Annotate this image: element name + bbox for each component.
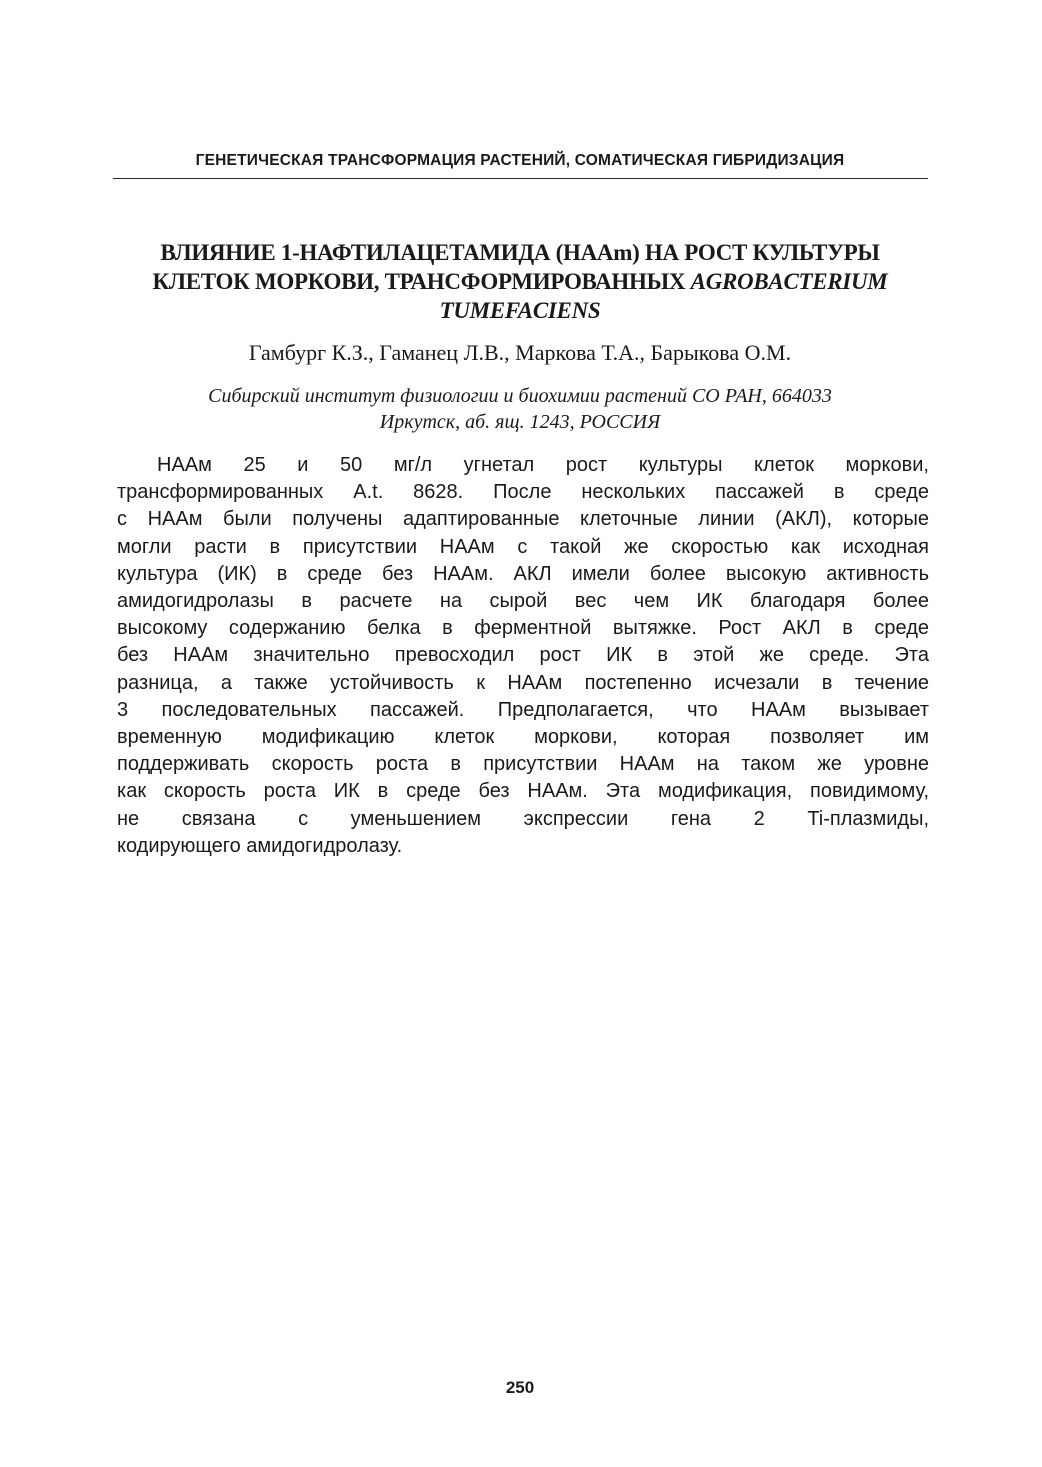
abstract-line: НААм 25 и 50 мг/л угнетал рост культуры клеток моркови,	[157, 454, 929, 476]
abstract-line: временную модификацию клеток моркови, которая позволяет им	[117, 726, 929, 749]
title-line-3	[110, 296, 930, 325]
header-rule	[113, 178, 928, 179]
affiliation-line-2: Иркутск, аб. ящ. 1243, РОССИЯ	[379, 411, 661, 433]
abstract-line: 3 последовательных пассажей. Предполагается, что НААм вызывает	[117, 698, 929, 721]
abstract-line: высокому содержанию белка в ферментной вытяжке. Рост АКЛ в среде	[117, 617, 929, 640]
title-line-2-plain: КЛЕТОК МОРКОВИ, ТРАНСФОРМИРОВАННЫХ	[152, 269, 691, 294]
abstract-line: без НААм значительно превосходил рост ИК в этой же среде. Эта	[117, 644, 929, 667]
authors: Гамбург К.З., Гаманец Л.В., Маркова Т.А., Барыкова О.М.	[248, 340, 792, 365]
affiliation-line-1: Сибирский институт физиологии и биохимии растений СО РАН, 664033	[208, 385, 832, 407]
abstract-line: кодирующего амидогидролазу.	[117, 834, 403, 857]
abstract-line: как скорость роста ИК в среде без НААм. Эта модификация, повидимому,	[117, 780, 929, 803]
abstract	[117, 452, 929, 860]
affiliation	[110, 383, 930, 435]
abstract-line: разница, а также устойчивость к НААм постепенно исчезали в течение	[117, 671, 929, 694]
abstract-line: с НААм были получены адаптированные клеточные линии (АКЛ), которые	[117, 508, 929, 531]
abstract-line: трансформированных A.t. 8628. После нескольких пассажей в среде	[117, 481, 929, 504]
running-header: ГЕНЕТИЧЕСКАЯ ТРАНСФОРМАЦИЯ РАСТЕНИЙ, СОМАТИЧЕСКАЯ ГИБРИДИЗАЦИЯ	[195, 152, 845, 169]
abstract-line: амидогидролазы в расчете на сырой вес чем ИК благодаря более	[117, 590, 929, 613]
article-title	[110, 238, 930, 325]
abstract-line: могли расти в присутствии НААм с такой же скоростью как исходная	[117, 535, 929, 558]
title-line-2-italic: AGROBACTERIUM	[690, 269, 888, 294]
abstract-line: не связана с уменьшением экспрессии гена 2 Ti-плазмиды,	[117, 807, 929, 830]
abstract-line: культура (ИК) в среде без НААм. АКЛ имели более высокую активность	[117, 562, 929, 585]
title-line-2	[110, 267, 930, 296]
page-number: 250	[505, 1378, 535, 1397]
abstract-line: поддерживать скорость роста в присутствии НААм на таком же уровне	[117, 753, 929, 776]
title-line-1: ВЛИЯНИЕ 1-НАФТИЛАЦЕТАМИДА (НААm) НА РОСТ КУЛЬТУРЫ	[160, 240, 880, 265]
title-line-3-italic: TUMEFACIENS	[439, 298, 601, 323]
